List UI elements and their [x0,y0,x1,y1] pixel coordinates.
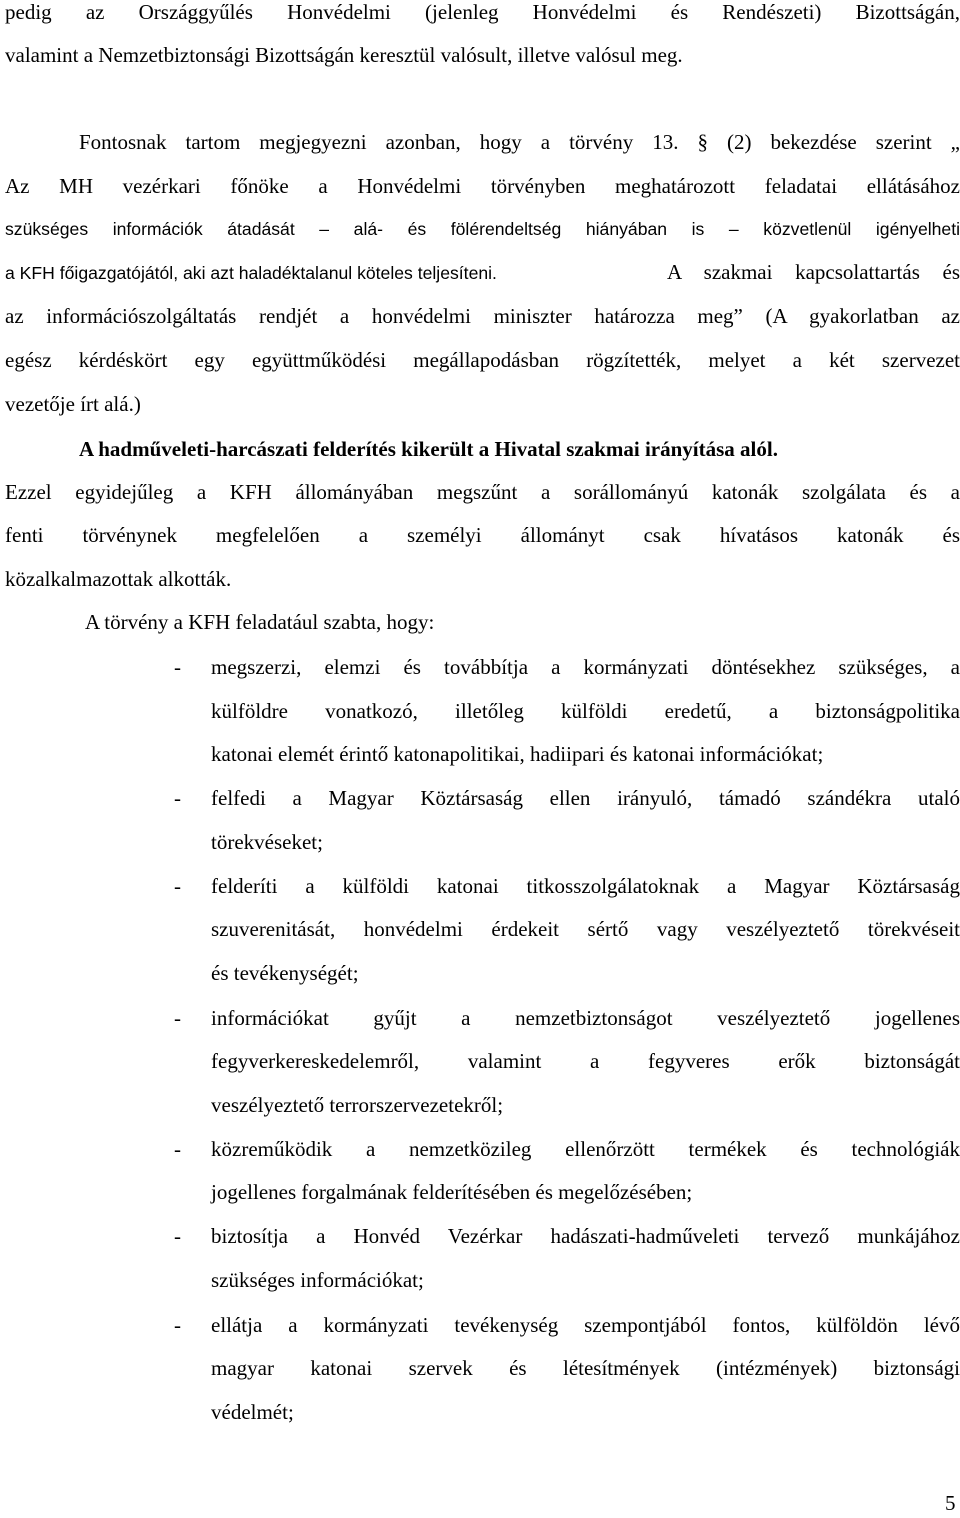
list-item-line: közreműködik a nemzetközileg ellenőrzött termékek és technológiák [211,1137,960,1161]
list-bullet: - [174,1137,181,1161]
list-intro: A törvény a KFH feladatául szabta, hogy: [85,610,435,634]
list-item-line: külföldre vonatkozó, illetőleg külföldi eredetű, a biztonságpolitika [211,699,960,723]
paragraph-line: valamint a Nemzetbiztonsági Bizottságán keresztül valósult, illetve valósul meg. [5,43,683,67]
list-item-line: jogellenes forgalmának felderítésében és megelőzésében; [211,1180,693,1204]
list-item-line: fegyverkereskedelemről, valamint a fegyveres erők biztonságát [211,1049,960,1073]
quote-line: a KFH főigazgatójától, aki azt haladéktalanul köteles teljesíteni. [5,263,497,283]
list-item-line: felfedi a Magyar Köztársaság ellen irányuló, támadó szándékra utaló [211,786,960,810]
list-bullet: - [174,786,181,810]
paragraph-line: az információszolgáltatás rendjét a honvédelmi miniszter határozza meg” (A gyakorlatban az [5,304,960,328]
list-bullet: - [174,1313,181,1337]
list-item-line: törekvéseket; [211,830,323,854]
paragraph-line: fenti törvénynek megfelelően a személyi állományt csak hívatásos katonák és [5,523,960,547]
bold-statement: A hadműveleti-harcászati felderítés kikerült a Hivatal szakmai irányítása alól. [79,437,778,461]
list-item-line: veszélyeztető terrorszervezetekről; [211,1093,504,1117]
list-item-line: biztosítja a Honvéd Vezérkar hadászati-hadműveleti tervező munkájához [211,1224,960,1248]
list-item-line: katonai elemét érintő katonapolitikai, hadiipari és katonai információkat; [211,742,824,766]
list-item-line: felderíti a külföldi katonai titkosszolgálatoknak a Magyar Köztársaság [211,874,960,898]
list-item-line: ellátja a kormányzati tevékenység szempontjából fontos, külföldön lévő [211,1313,960,1337]
list-item-line: magyar katonai szervek és létesítmények (intézmények) biztonsági [211,1356,960,1380]
list-item-line: szuverenitását, honvédelmi érdekeit sértő vagy veszélyeztető törekvéseit [211,917,960,941]
paragraph-line: egész kérdéskört egy együttműködési megállapodásban rögzítették, melyet a két szervezet [5,348,960,372]
list-item-line: védelmét; [211,1400,294,1424]
list-item-line: és tevékenységét; [211,961,359,985]
paragraph-line: Ezzel egyidejűleg a KFH állományában megszűnt a sorállományú katonák szolgálata és a [5,480,960,504]
paragraph-line: közalkalmazottak alkották. [5,567,232,591]
list-item-line: információkat gyűjt a nemzetbiztonságot veszélyeztető jogellenes [211,1006,960,1030]
page-number: 5 [945,1491,956,1515]
paragraph-line: A szakmai kapcsolattartás és [667,260,960,284]
list-bullet: - [174,655,181,679]
quote-line: Az MH vezérkari főnöke a Honvédelmi törvényben meghatározott feladatai ellátásához [5,174,960,198]
list-bullet: - [174,874,181,898]
list-bullet: - [174,1224,181,1248]
paragraph-line: Fontosnak tartom megjegyezni azonban, hogy a törvény 13. § (2) bekezdése szerint „ [79,130,960,154]
quote-line: szükséges információk átadását – alá- és fölérendeltség hiányában is – közvetlenül igényelheti [5,219,960,239]
paragraph-line: vezetője írt alá.) [5,392,141,416]
list-bullet: - [174,1006,181,1030]
paragraph-line: pedig az Országgyűlés Honvédelmi (jelenleg Honvédelmi és Rendészeti) Bizottságán, [5,0,960,24]
list-item-line: megszerzi, elemzi és továbbítja a kormányzati döntésekhez szükséges, a [211,655,960,679]
list-item-line: szükséges információkat; [211,1268,424,1292]
